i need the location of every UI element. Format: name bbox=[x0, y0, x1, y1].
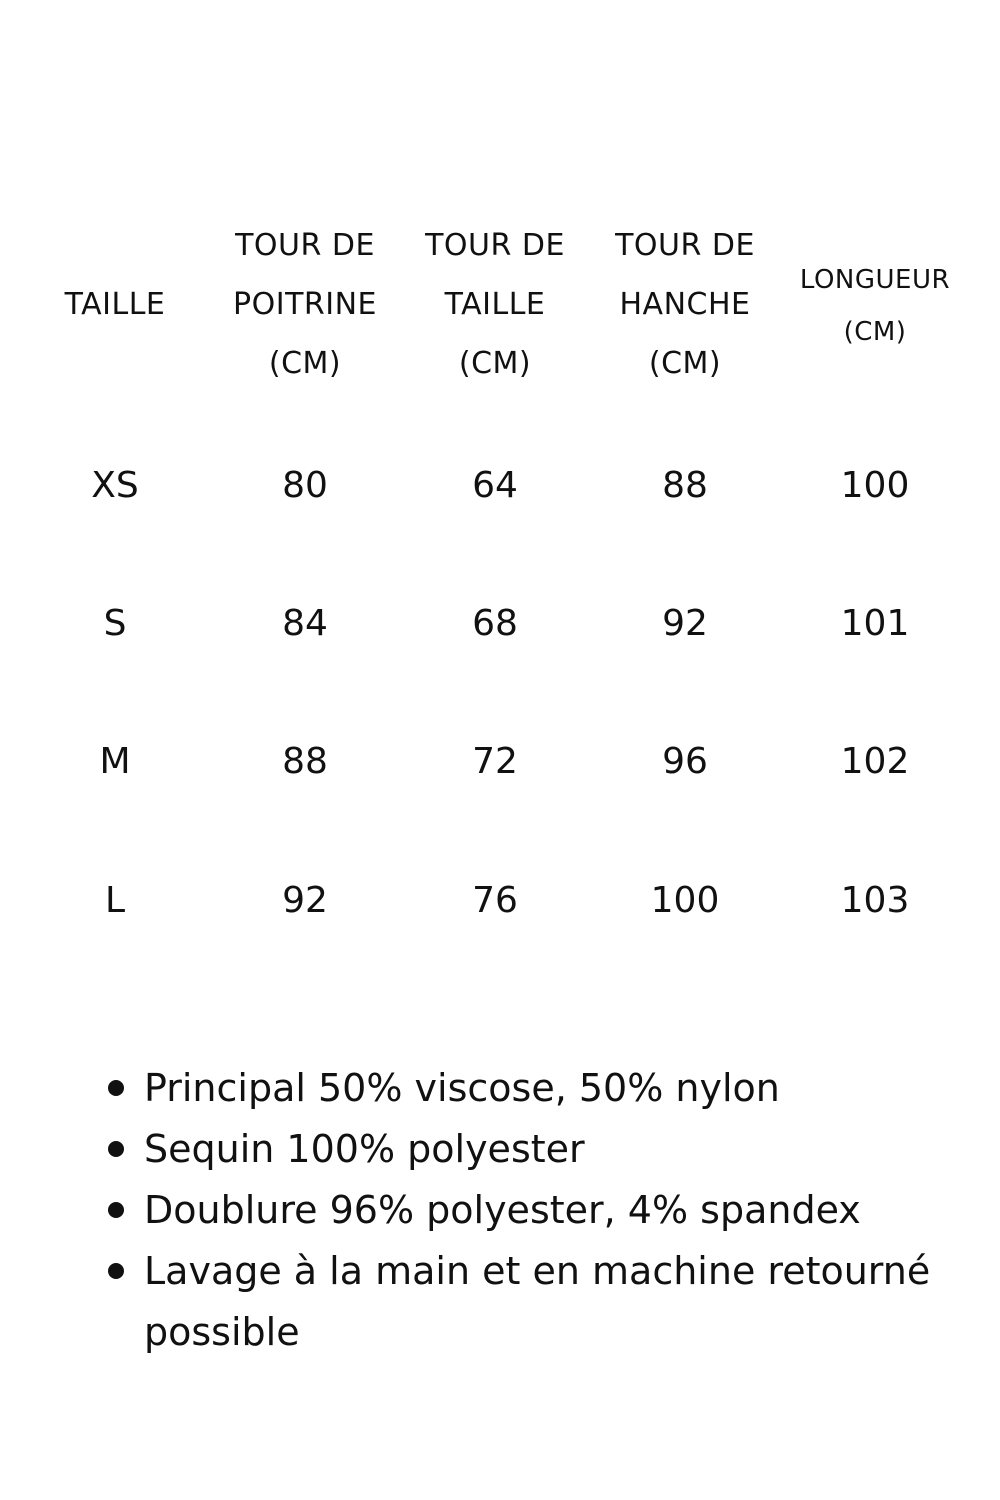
row-s-longueur: 101 bbox=[840, 603, 910, 644]
care-item-text: Sequin 100% polyester bbox=[144, 1127, 585, 1171]
row-s-size: S bbox=[103, 603, 127, 644]
header-longueur: LONGUEUR (CM) bbox=[799, 265, 951, 347]
row-m-size: M bbox=[99, 741, 131, 782]
care-item-text: Lavage à la main et en machine retourné possible bbox=[144, 1249, 931, 1354]
header-taille: TAILLE bbox=[64, 287, 166, 322]
bullet-icon bbox=[108, 1263, 124, 1279]
header-tour-de-hanche: TOUR DE HANCHE (CM) bbox=[615, 228, 755, 381]
size-chart-table bbox=[20, 0, 970, 1000]
bullet-icon bbox=[108, 1080, 124, 1096]
row-l-poitrine: 92 bbox=[282, 880, 328, 921]
care-item-text: Doublure 96% polyester, 4% spandex bbox=[144, 1188, 861, 1232]
row-s-poitrine: 84 bbox=[282, 603, 328, 644]
row-l-longueur: 103 bbox=[840, 880, 910, 921]
row-m-poitrine: 88 bbox=[282, 741, 328, 782]
header-tour-de-taille: TOUR DE TAILLE (CM) bbox=[425, 228, 565, 381]
row-xs-hanche: 88 bbox=[662, 465, 708, 506]
row-xs-poitrine: 80 bbox=[282, 465, 328, 506]
care-item-composition-principal bbox=[100, 1058, 960, 1119]
row-l-taille: 76 bbox=[472, 880, 518, 921]
bullet-icon bbox=[108, 1202, 124, 1218]
row-s-hanche: 92 bbox=[662, 603, 708, 644]
row-xs-longueur: 100 bbox=[840, 465, 910, 506]
row-xs-taille: 64 bbox=[472, 465, 518, 506]
row-m-hanche: 96 bbox=[662, 741, 708, 782]
row-l-size: L bbox=[104, 880, 126, 921]
row-m-taille: 72 bbox=[472, 741, 518, 782]
care-item-lavage bbox=[100, 1241, 960, 1363]
care-item-composition-sequin bbox=[100, 1119, 960, 1180]
care-list bbox=[100, 1058, 960, 1363]
care-item-text: Principal 50% viscose, 50% nylon bbox=[144, 1066, 780, 1110]
row-xs-size: XS bbox=[91, 465, 139, 506]
bullet-icon bbox=[108, 1141, 124, 1157]
header-tour-de-poitrine: TOUR DE POITRINE (CM) bbox=[233, 228, 377, 381]
row-s-taille: 68 bbox=[472, 603, 518, 644]
care-item-composition-doublure bbox=[100, 1180, 960, 1241]
row-m-longueur: 102 bbox=[840, 741, 910, 782]
row-l-hanche: 100 bbox=[650, 880, 720, 921]
